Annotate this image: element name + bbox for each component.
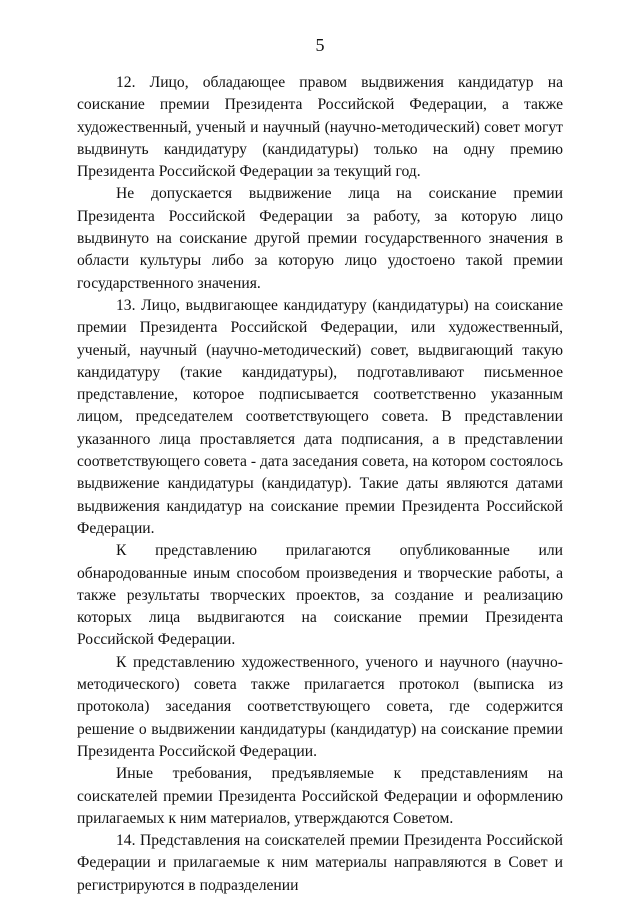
page-number: 5 <box>315 35 325 55</box>
document-body <box>77 72 563 897</box>
paragraph-14: 14. Представления на соискателей премии Президента Российской Федерации и прилагаемые к ним материалы направляются в Совет и регистрируются в подразделении <box>77 832 563 894</box>
paragraph-nomination-restriction: Не допускается выдвижение лица на соискание премии Президента Российской Федерации за работу, за которую лицо выдвинуто на соискание другой премии государственного значения в области культуры либо за которую лицо удостоено такой премии государственного значения. <box>77 185 563 292</box>
paragraph-attached-works: К представлению прилагаются опубликованные или обнародованные иным способом произведения и творческие работы, а также результаты творческих проектов, за создание и реализацию которых лица выдвигаются на соискание премии Президента Российской Федерации. <box>77 542 563 649</box>
paragraph-13: 13. Лицо, выдвигающее кандидатуру (кандидатуры) на соискание премии Президента Российской Федерации, или художественный, ученый, научный (научно-методический) совет, выдвигающий такую кандидатуру (такие кандидатуры), подготавливают письменное представление, которое подписывается соответственно указанным лицом, председателем соответствующего совета. В представлении указанного лица проставляется дата подписания, а в представлении соответствующего совета - дата заседания совета, на котором состоялось выдвижение кандидатуры (кандидатур). Такие даты являются датами выдвижения кандидатур на соискание премии Президента Российской Федерации. <box>77 296 563 537</box>
paragraph-other-requirements: Иные требования, предъявляемые к представлениям на соискателей премии Президента Российской Федерации и оформлению прилагаемых к ним материалов, утверждаются Советом. <box>77 765 563 827</box>
paragraph-council-protocol: К представлению художественного, ученого и научного (научно-методического) совета также прилагается протокол (выписка из протокола) заседания соответствующего совета, где содержится решение о выдвижении кандидатуры (кандидатур) на соискание премии Президента Российской Федерации. <box>77 653 563 760</box>
paragraph-12: 12. Лицо, обладающее правом выдвижения кандидатур на соискание премии Президента Российской Федерации, а также художественный, ученый и научный (научно-методический) совет могут выдвинуть кандидатуру (кандидатуры) только на одну премию Президента Российской Федерации за текущий год. <box>77 74 563 181</box>
